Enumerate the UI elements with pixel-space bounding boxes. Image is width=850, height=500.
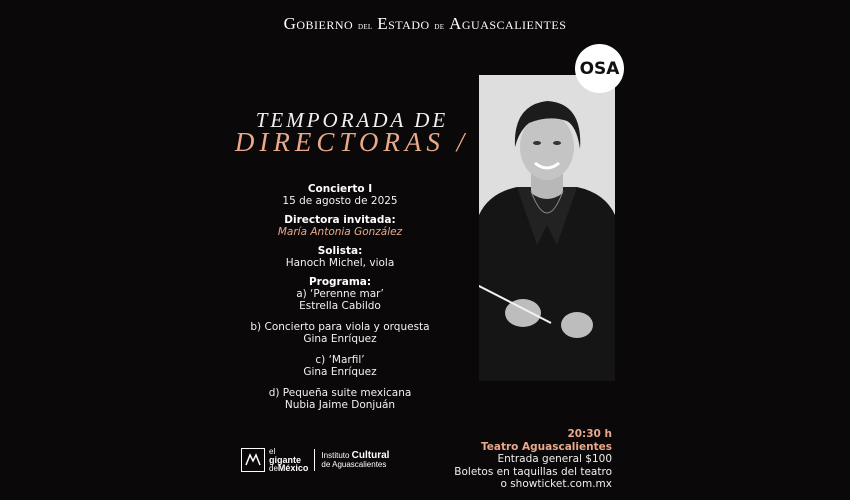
piece-composer: Estrella Cabildo <box>299 300 381 312</box>
piece-composer: Gina Enríquez <box>303 333 377 345</box>
instituto-cultural-logo <box>321 451 389 469</box>
soloist-label: Solista: <box>317 245 363 257</box>
gigante-logo-text <box>269 448 308 473</box>
event-website: o showticket.com.mx <box>500 478 612 490</box>
piece-composer: Nubia Jaime Donjuán <box>284 399 396 411</box>
director-label: Directora invitada: <box>284 214 396 226</box>
event-tickets: Boletos en taquillas del teatro <box>454 465 612 478</box>
concert-label: Concierto I <box>307 183 373 195</box>
logo1-line2: gigante <box>269 454 302 465</box>
header-word-gobierno: Gobierno <box>283 14 354 33</box>
program-label: Programa: <box>308 276 372 288</box>
header-word-del: del <box>357 21 373 32</box>
header-word-aguascalientes: Aguascalientes <box>449 14 567 33</box>
title-line2: DIRECTORAS / <box>234 127 470 157</box>
piece-title: b) Concierto para viola y orquesta <box>250 321 430 333</box>
logo2-line1: Instituto <box>321 451 350 460</box>
event-price: Entrada general $100 <box>497 453 612 465</box>
conductor-photo <box>479 75 615 381</box>
gigante-logo-icon <box>241 448 265 472</box>
title-line1: TEMPORADA DE <box>255 108 449 132</box>
director-name: María Antonia González <box>277 226 403 238</box>
concert-program <box>225 183 455 418</box>
concert-date: 15 de agosto de 2025 <box>282 195 398 207</box>
government-header <box>0 14 850 34</box>
header-word-estado: Estado <box>377 14 430 33</box>
event-time: 20:30 h <box>567 428 612 440</box>
event-details <box>454 428 612 491</box>
header-word-de: de <box>434 21 445 32</box>
piece-composer: Gina Enríquez <box>303 366 377 378</box>
logo2-line2: Cultural <box>351 450 390 461</box>
logo1-line4: México <box>277 462 309 473</box>
event-venue: Teatro Aguascalientes <box>481 440 612 453</box>
piece-title: c) ‘Marfil’ <box>315 354 365 366</box>
logo-divider <box>314 449 315 471</box>
piece-title: d) Pequeña suite mexicana <box>268 387 412 399</box>
logo2-line3: de Aguascalientes <box>321 460 387 469</box>
piece-title: a) ‘Perenne mar’ <box>296 288 384 300</box>
soloist-name: Hanoch Michel, viola <box>285 257 395 269</box>
conductor-illustration <box>479 75 615 381</box>
sponsor-logos <box>241 446 389 474</box>
osa-logo-badge: OSA <box>575 44 624 93</box>
logo1-line3: de <box>269 463 278 473</box>
logo1-line1: el <box>269 446 276 456</box>
